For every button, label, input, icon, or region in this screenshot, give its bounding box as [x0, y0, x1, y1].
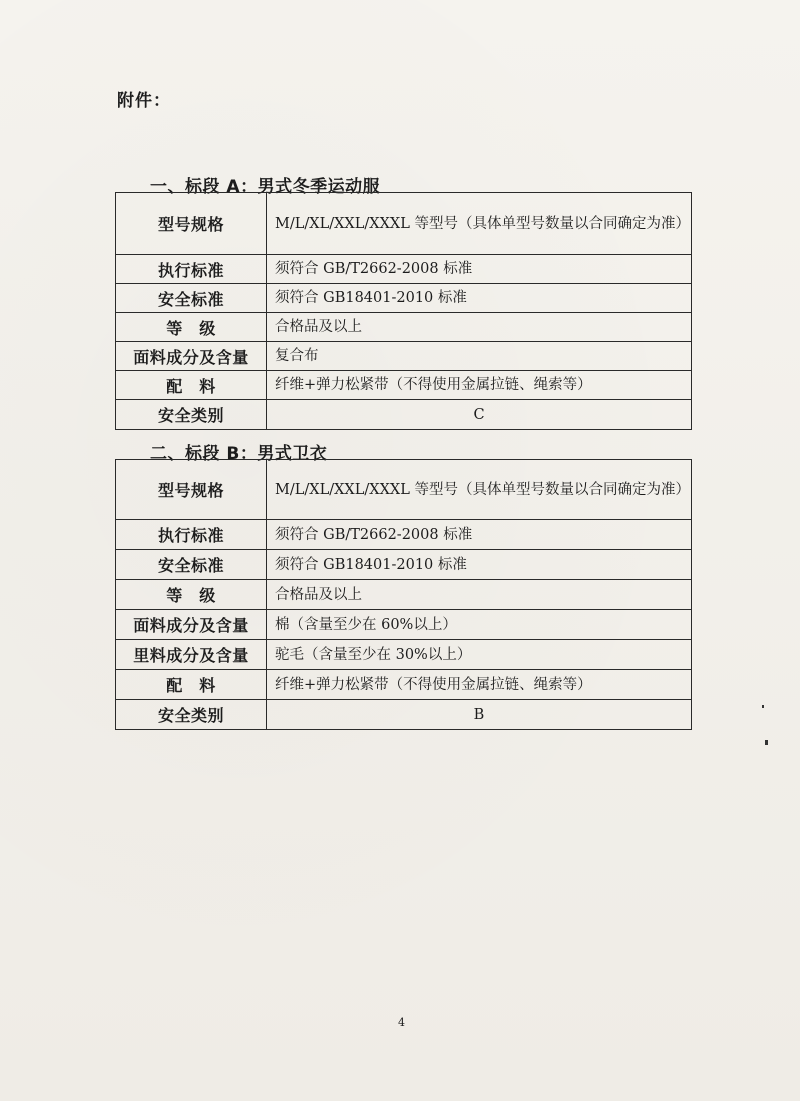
row-key: 安全标准 [116, 550, 267, 580]
row-value: 合格品及以上 [267, 580, 692, 610]
row-value: 复合布 [267, 342, 692, 371]
table-row [116, 610, 692, 640]
table-row [116, 400, 692, 430]
row-value: 须符合 GB/T2662-2008 标准 [267, 255, 692, 284]
row-key: 型号规格 [116, 460, 267, 520]
row-value: M/L/XL/XXL/XXXL 等型号（具体单型号数量以合同确定为准） [267, 460, 692, 520]
row-key: 等 级 [116, 580, 267, 610]
section-a-table [115, 192, 692, 430]
section-a-title: 一、标段 A：男式冬季运动服 [150, 177, 381, 197]
row-key: 配 料 [116, 371, 267, 400]
table-row [116, 550, 692, 580]
row-value: 驼毛（含量至少在 30%以上） [267, 640, 692, 670]
table-row [116, 284, 692, 313]
table-row [116, 700, 692, 730]
row-value: 棉（含量至少在 60%以上） [267, 610, 692, 640]
table-row [116, 460, 692, 520]
row-value: C [267, 400, 692, 430]
section-b-table [115, 459, 692, 730]
page-number: 4 [398, 1016, 405, 1029]
table-row [116, 193, 692, 255]
row-key: 安全标准 [116, 284, 267, 313]
row-value: 须符合 GB18401-2010 标准 [267, 284, 692, 313]
row-value: 合格品及以上 [267, 313, 692, 342]
row-value: B [267, 700, 692, 730]
row-key: 执行标准 [116, 520, 267, 550]
attachment-label: 附件： [117, 91, 171, 111]
row-value: 纤维+弹力松紧带（不得使用金属拉链、绳索等） [267, 371, 692, 400]
table-row [116, 580, 692, 610]
row-key: 安全类别 [116, 700, 267, 730]
row-key: 里料成分及含量 [116, 640, 267, 670]
row-key: 执行标准 [116, 255, 267, 284]
row-value: M/L/XL/XXL/XXXL 等型号（具体单型号数量以合同确定为准） [267, 193, 692, 255]
table-row [116, 640, 692, 670]
row-key: 型号规格 [116, 193, 267, 255]
row-key: 面料成分及含量 [116, 610, 267, 640]
table-row [116, 670, 692, 700]
table-row [116, 371, 692, 400]
row-key: 配 料 [116, 670, 267, 700]
scan-speck [765, 740, 768, 745]
row-value: 纤维+弹力松紧带（不得使用金属拉链、绳索等） [267, 670, 692, 700]
table-row [116, 255, 692, 284]
table-row [116, 342, 692, 371]
row-key: 等 级 [116, 313, 267, 342]
row-value: 须符合 GB/T2662-2008 标准 [267, 520, 692, 550]
table-row [116, 313, 692, 342]
row-key: 面料成分及含量 [116, 342, 267, 371]
scan-speck [762, 705, 764, 708]
section-b-title: 二、标段 B：男式卫衣 [150, 444, 328, 464]
row-value: 须符合 GB18401-2010 标准 [267, 550, 692, 580]
row-key: 安全类别 [116, 400, 267, 430]
table-row [116, 520, 692, 550]
